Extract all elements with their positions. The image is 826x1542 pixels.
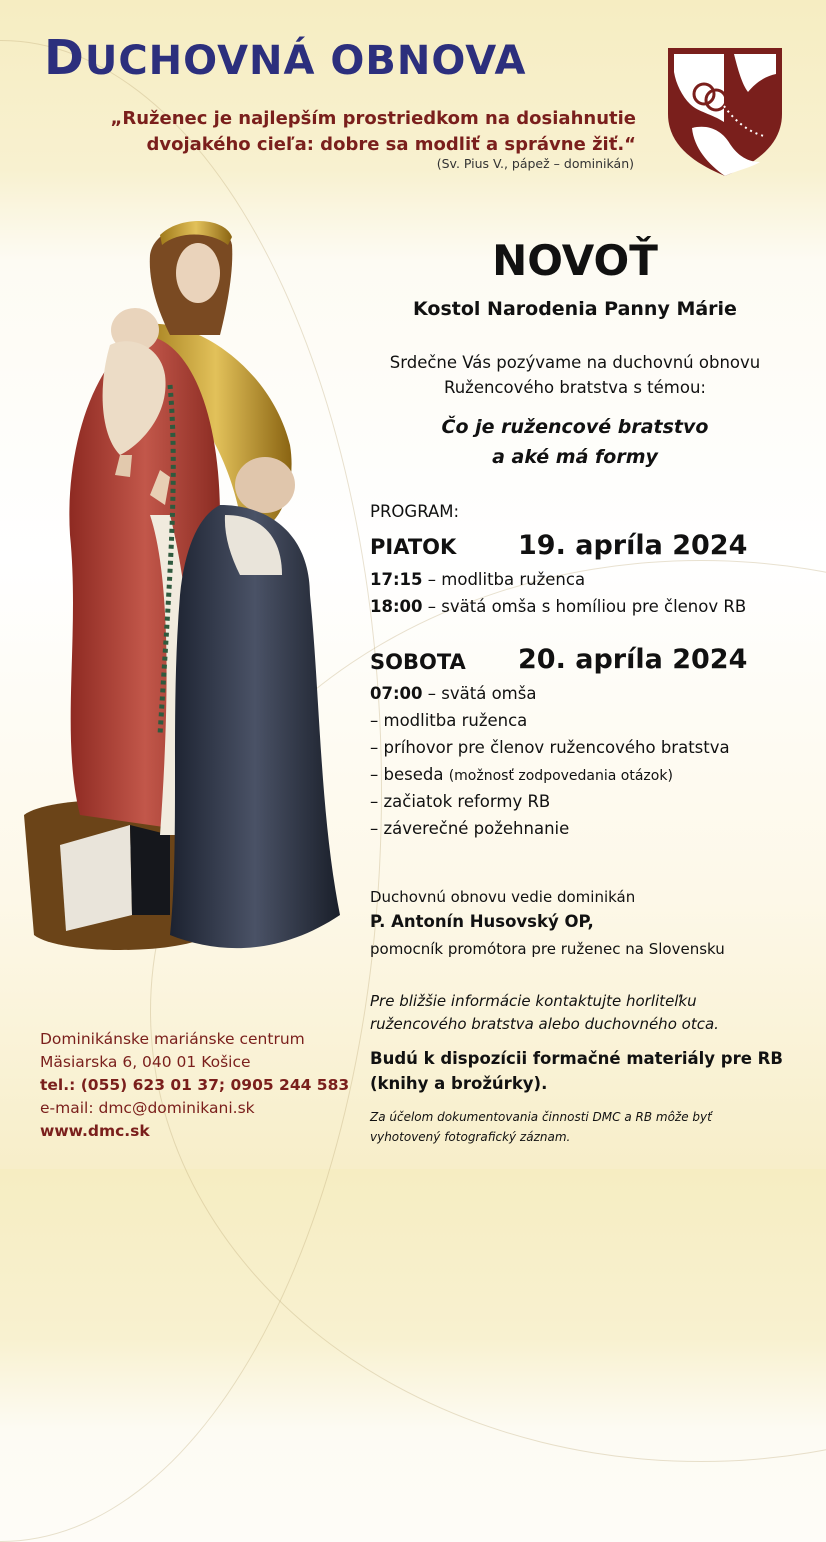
invitation-line: Ružencového bratstva s témou: [443,378,706,397]
quote-source: (Sv. Pius V., pápež – dominikán) [436,156,634,171]
quote-line: „Ruženec je najlepším prostriedkom na dosiahnutie [110,108,636,129]
theme-line: a aké má formy [492,446,658,468]
contact-info-note [370,990,800,1036]
theme [360,412,790,472]
materials-note [370,1046,800,1096]
day-date: 19. apríla 2024 [518,530,748,561]
quote-line: dvojakého cieľa: dobre sa modliť a správne žiť.“ [146,134,636,155]
program-item: 07:00 – svätá omša [370,684,537,703]
leader-role: pomocník promótora pre ruženec na Slovensku [370,940,725,958]
shield-logo-icon [664,44,786,178]
materials-line: Budú k dispozícii formačné materiály pre RB [370,1049,783,1068]
program-item: 17:15 – modlitba ruženca [370,570,586,589]
program-label: PROGRAM: [370,502,460,521]
theme-line: Čo je ružencové bratstvo [441,416,709,438]
program-item: – záverečné požehnanie [370,819,570,838]
note-line: Za účelom dokumentovania činnosti DMC a RB môže byť [370,1110,712,1124]
program-item: – začiatok reformy RB [370,792,551,811]
org-email[interactable]: e-mail: dmc@dominikani.sk [40,1099,255,1117]
madonna-statue-image [20,215,360,975]
program-item: – modlitba ruženca [370,711,528,730]
photo-note [370,1107,800,1147]
org-address: Mäsiarska 6, 040 01 Košice [40,1053,251,1071]
note-line: vyhotovený fotografický záznam. [370,1130,571,1144]
day-date: 20. apríla 2024 [518,644,748,675]
church-name: Kostol Narodenia Panny Márie [413,298,737,320]
page-title: DUCHOVNÁ OBNOVA [44,30,527,86]
invitation-line: Srdečne Vás pozývame na duchovnú obnovu [389,353,761,372]
program-item: – beseda (možnosť zodpovedania otázok) [370,765,673,784]
quote [111,106,637,158]
org-name: Dominikánske mariánske centrum [40,1030,305,1048]
leader-intro: Duchovnú obnovu vedie dominikán [370,888,636,906]
info-line: Pre bližšie informácie kontaktujte horliteľku [370,992,697,1010]
invitation-text [360,350,790,400]
info-line: ružencového bratstva alebo duchovného otca. [370,1015,719,1033]
day-name: SOBOTA [370,650,466,674]
org-website[interactable]: www.dmc.sk [40,1122,150,1140]
leader-name: P. Antonín Husovský OP, [370,912,594,931]
materials-line: (knihy a brožúrky). [370,1074,548,1093]
org-phone: tel.: (055) 623 01 37; 0905 244 583 [40,1076,350,1094]
program-item: – príhovor pre členov ružencového bratstva [370,738,730,757]
town-heading: NOVOŤ [492,236,658,285]
day-name: PIATOK [370,535,457,559]
program-item: 18:00 – svätá omša s homíliou pre členov RB [370,597,747,616]
contact-block [40,1028,349,1143]
